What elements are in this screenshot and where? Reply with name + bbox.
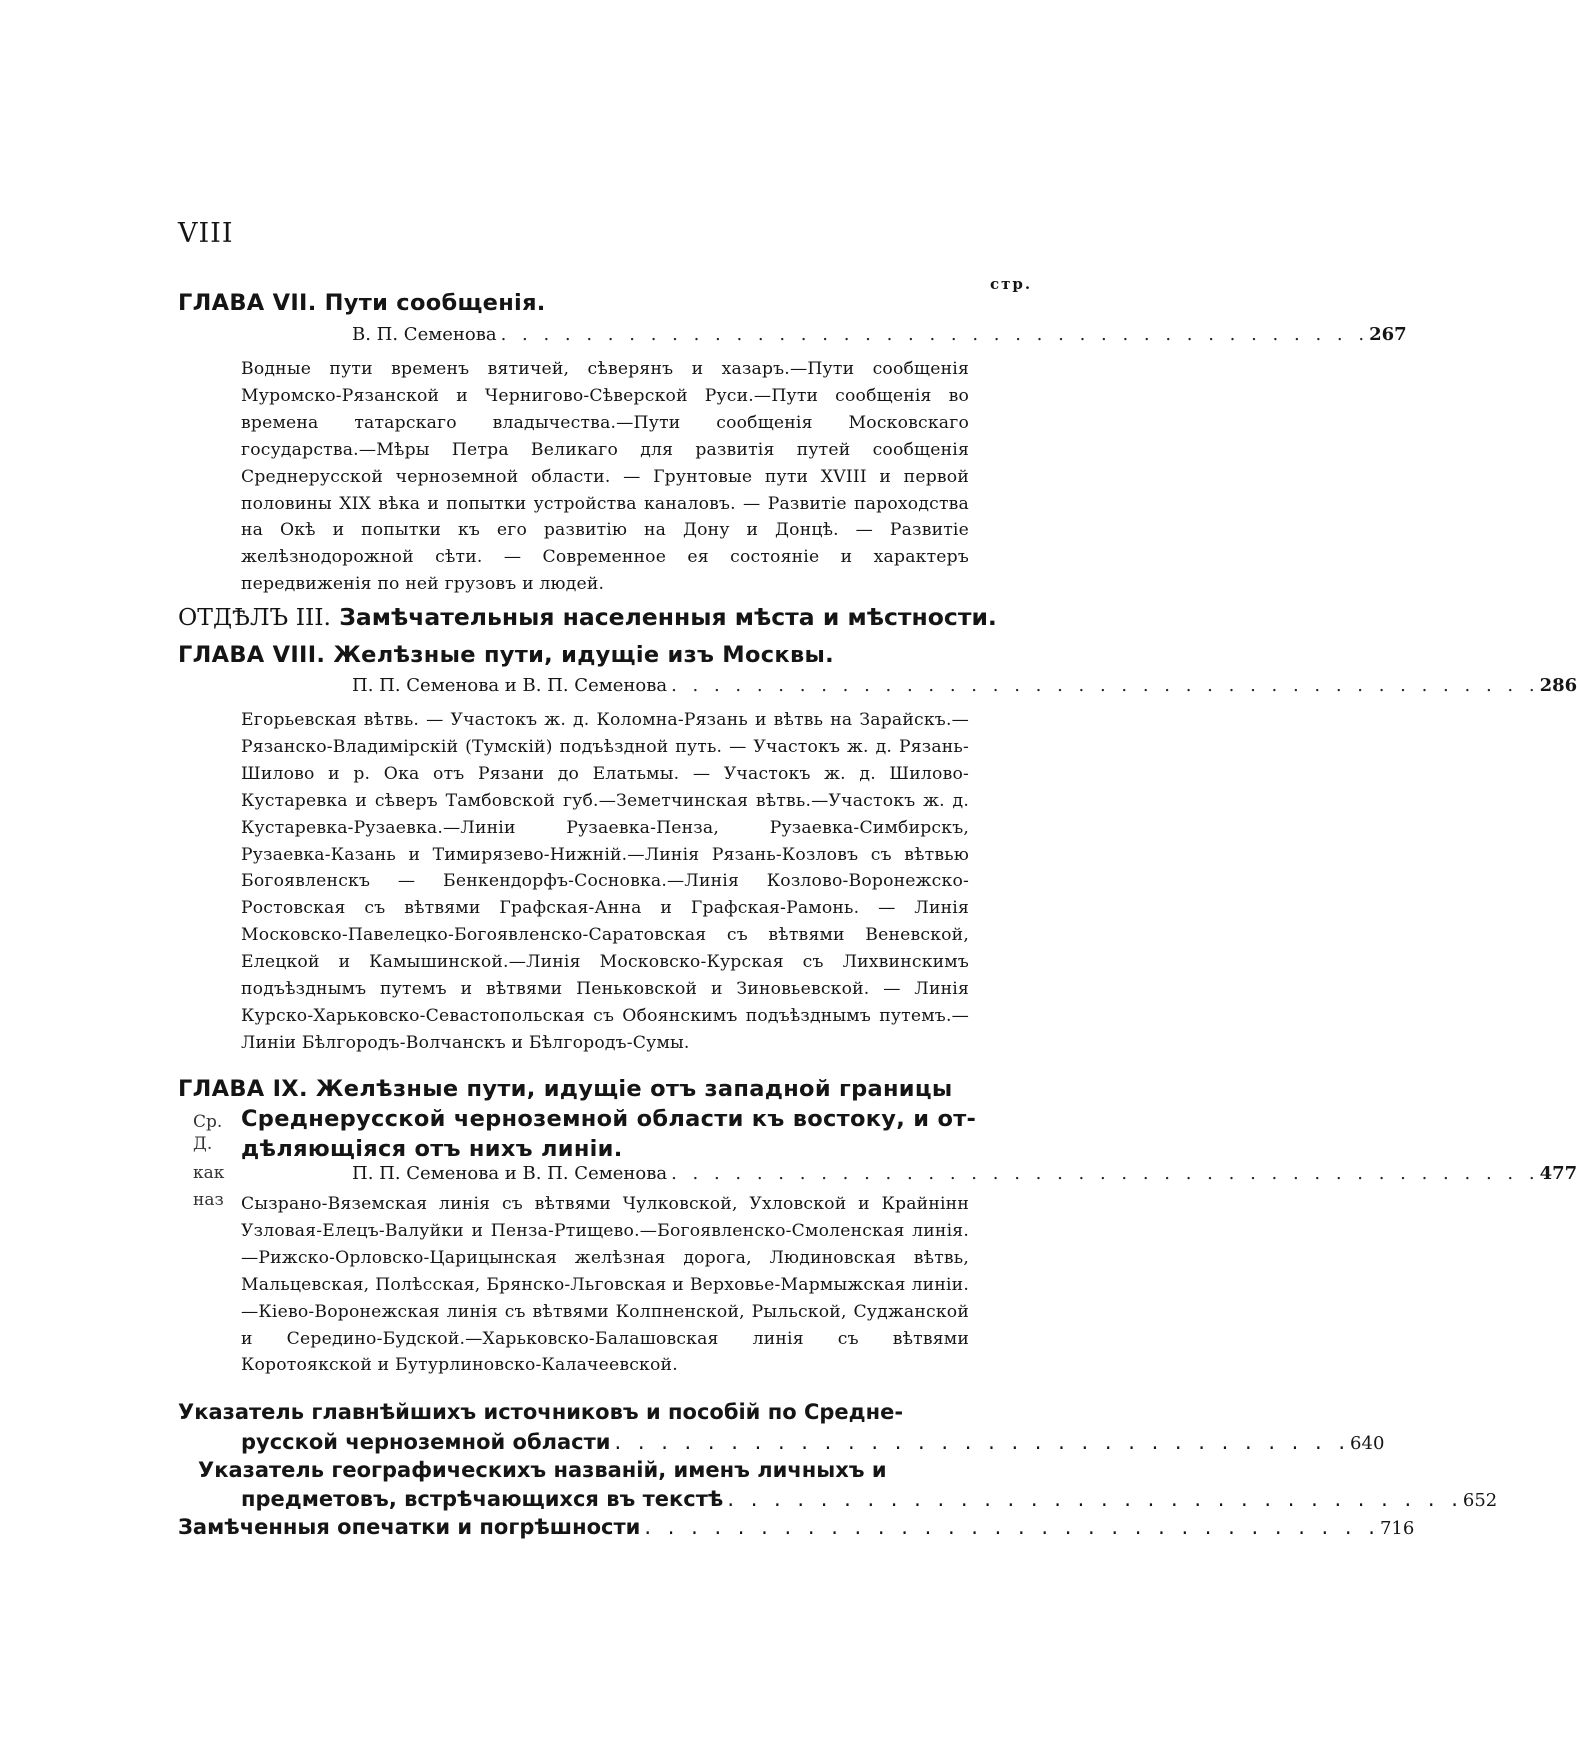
margin-note: Д. <box>193 1134 213 1154</box>
margin-note: наз <box>193 1190 224 1210</box>
index-2-line-1 <box>198 1458 970 1482</box>
index-1-line-2 <box>241 1430 1385 1454</box>
section-3-heading <box>178 603 997 631</box>
leader-dots: . . . . . . . . . . . . . . . . . . . . . . . . . . . . . . . . <box>644 1515 1380 1539</box>
chapter-9-page: 477 <box>1539 1163 1577 1184</box>
leader-dots: . . . . . . . . . . . . . . . . . . . . . . . . . . . . . . . . <box>614 1430 1351 1454</box>
chapter-9-summary: Сызрано-Вяземская линія съ вѣтвями Чулковской, Ухловской и Крайнінн Узловая-Елецъ-Валуйки и Пенза-Ртищево.—Богоявленско-Смоленская линія.—Рижско-Орловско-Царицынская желѣзная дорога, Людиновская вѣтвь, Мальцевская, Полѣсская, Брянско-Льговская и Верховье-Мармыжская линіи.—Кіево-Воронежская линія съ вѣтвями Колпненской, Рыльской, Суджанской и Середино-Будской.—Харьковско-Балашовская линія съ вѣтвями Коротоякской и Бутурлиновско-Калачеевской. <box>241 1194 969 1376</box>
index-3-page: 716 <box>1379 1518 1415 1539</box>
margin-note: как <box>193 1163 225 1183</box>
chapter-9-author-line <box>352 1163 1577 1184</box>
index-1-text-2: русской черноземной области <box>241 1430 611 1454</box>
index-2-line-2 <box>241 1487 1498 1511</box>
index-1-line-1 <box>178 1400 970 1424</box>
index-2-page: 652 <box>1462 1490 1498 1511</box>
index-1-page: 640 <box>1350 1433 1385 1454</box>
chapter-8-title: ГЛАВА VIII. Желѣзные пути, идущіе изъ Москвы. <box>178 642 834 668</box>
index-1-text-1: Указатель главнѣйшихъ источниковъ и пособій по Средне- <box>178 1400 904 1424</box>
chapter-9-title-line-3: дѣляющіяся отъ нихъ линіи. <box>241 1136 623 1162</box>
leader-dots: . . . . . . . . . . . . . . . . . . . . . . . . . . . . . . . . . . . . . . . . . <box>500 324 1370 345</box>
chapter-7-summary: Водные пути временъ вятичей, сѣверянъ и хазаръ.—Пути сообщенія Муромско-Рязанской и Черниговo-Сѣверской Руси.—Пути сообщенія во времена татарскаго владычества.—Пути сообщенія Московскаго государства.—Мѣры Петра Великаго для развитія путей сообщенія Среднерусской черноземной области. — Грунтовые пути XVIII и первой половины XIX вѣка и попытки устройства каналовъ. — Развитіе пароходства на Окѣ и попытки къ его развитію на Дону и Донцѣ. — Развитіе желѣзнодорожной сѣти. — Современное ея состояніе и характеръ передвиженія по ней грузовъ и людей. <box>241 359 969 595</box>
chapter-9-title-line-1: ГЛАВА IX. Желѣзные пути, идущіе отъ западной границы <box>178 1076 953 1102</box>
leader-dots: . . . . . . . . . . . . . . . . . . . . . . . . . . . . . . . . . . . . . . . . . <box>671 1163 1540 1184</box>
section-3-lead: ОТДѢЛЪ III. <box>178 603 332 631</box>
margin-note: Ср. <box>193 1112 223 1132</box>
chapter-8-page: 286 <box>1539 675 1577 696</box>
chapter-8-summary: Егорьевская вѣтвь. — Участокъ ж. д. Коломна-Рязань и вѣтвь на Зарайскъ.—Рязанско-Владимірскій (Тумскій) подъѣздной путь. — Участокъ ж. д. Рязань-Шилово и р. Ока отъ Рязани до Елатьмы. — Участокъ ж. д. Шилово-Кустаревка и сѣверъ Тамбовской губ.—Земетчинская вѣтвь.—Участокъ ж. д. Кустаревка-Рузаевка.—Линіи Рузаевка-Пенза, Рузаевка-Симбирскъ, Рузаевка-Казань и Тимирязево-Нижній.—Линія Рязань-Козловъ съ вѣтвью Богоявленскъ — Бенкендорфъ-Сосновка.—Линія Козлово-Воронежско-Ростовская съ вѣтвями Графская-Анна и Графская-Рамонь. — Линія Московско-Павелецко-Богоявленско-Саратовская съ вѣтвями Веневской, Елецкой и Камышинской.—Линія Московско-Курская съ Лихвинскимъ подъѣзднымъ путемъ и вѣтвями Пеньковской и Зиновьевской. — Линія Курско-Харьковско-Севастопольская съ Обоянскимъ подъѣзднымъ путемъ.—Линіи Бѣлгородъ-Волчанскъ и Бѣлгородъ-Сумы. <box>241 710 969 1053</box>
chapter-8-author-line <box>352 675 1577 696</box>
page-folio: VIII <box>178 218 234 249</box>
chapter-9-author: П. П. Семенова и В. П. Семенова <box>352 1163 668 1184</box>
index-3-text-1: Замѣченныя опечатки и погрѣшности <box>178 1515 641 1539</box>
chapter-7-author: В. П. Семенова <box>352 324 497 345</box>
chapter-7-author-line <box>352 324 1407 345</box>
index-2-text-2: предметовъ, встрѣчающихся въ текстѣ <box>241 1487 724 1511</box>
index-2-text-1: Указатель географическихъ названій, именъ личныхъ и <box>198 1458 887 1482</box>
leader-dots: . . . . . . . . . . . . . . . . . . . . . . . . . . . . . . . . <box>727 1487 1463 1511</box>
index-3-line-1 <box>178 1515 1415 1539</box>
page-column-label: стр. <box>990 275 1033 293</box>
section-3-title: Замѣчательныя населенныя мѣста и мѣстности. <box>339 603 997 631</box>
chapter-7-title: ГЛАВА VII. Пути сообщенія. <box>178 290 546 316</box>
chapter-7-page: 267 <box>1369 324 1407 345</box>
chapter-8-author: П. П. Семенова и В. П. Семенова <box>352 675 668 696</box>
chapter-9-title-line-2: Среднерусской черноземной области къ востоку, и от- <box>241 1106 977 1132</box>
leader-dots: . . . . . . . . . . . . . . . . . . . . . . . . . . . . . . . . . . . . . . . . . <box>671 675 1540 696</box>
